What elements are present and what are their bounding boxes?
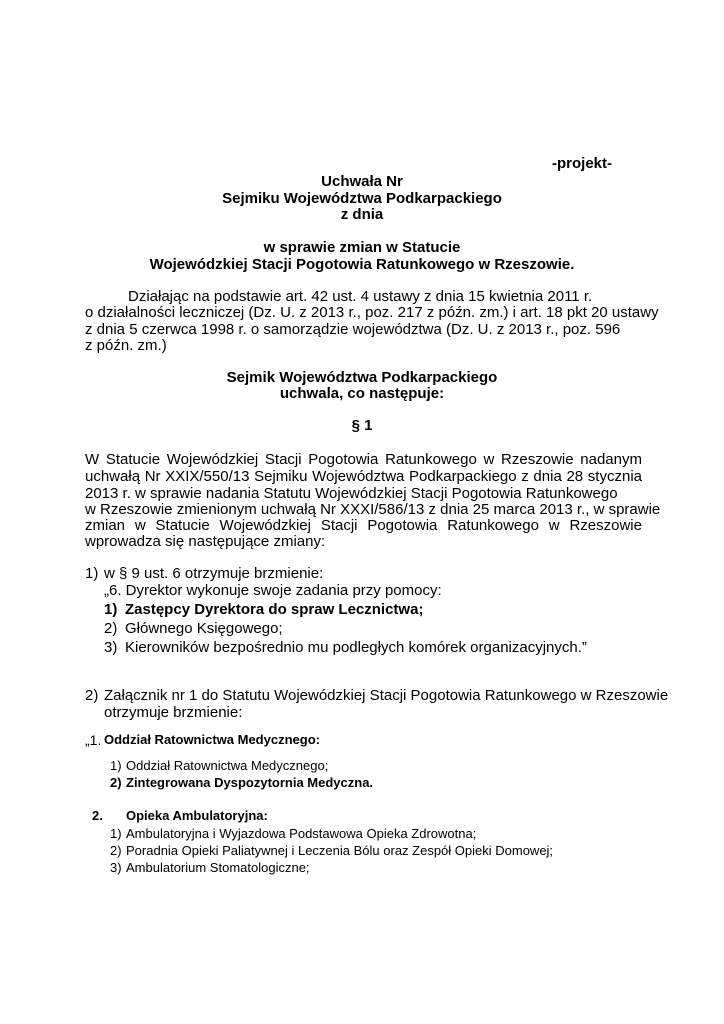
change-1-item-2-text: Głównego Księgowego; — [125, 620, 283, 637]
section-para-line-1: W Statucie Wojewódzkiej Stacji Pogotowia Ratunkowego w Rzeszowie nadanym — [85, 451, 642, 468]
change-1-item-2-number: 2) — [104, 620, 118, 637]
change-1-text: w § 9 ust. 6 otrzymuje brzmienie: — [104, 565, 324, 582]
title-line-3: z dnia — [340, 206, 384, 223]
attachment-section-1-title: Oddział Ratownictwa Medycznego: — [104, 732, 320, 747]
attachment-section-2-title: Opieka Ambulatoryjna: — [126, 808, 268, 823]
change-1-item-1-number: 1) — [104, 601, 118, 618]
attachment-section-1-prefix: „1. — [85, 732, 102, 748]
attachment-section-2-item-3-number: 3) — [110, 860, 122, 875]
attachment-section-2-item-1-text: Ambulatoryjna i Wyjazdowa Podstawowa Opieka Zdrowotna; — [126, 826, 477, 841]
preamble-line-2: o działalności leczniczej (Dz. U. z 2013 r., poz. 217 z późn. zm.) i art. 18 pkt 20 ustawy — [85, 304, 659, 321]
change-1-quote-intro: „6. Dyrektor wykonuje swoje zadania przy pomocy: — [104, 582, 442, 599]
attachment-section-1-item-1-text: Oddział Ratownictwa Medycznego; — [126, 758, 329, 773]
subject-line-1: w sprawie zmian w Statucie — [263, 239, 461, 256]
section-para-line-6: wprowadza się następujące zmiany: — [85, 533, 326, 550]
projekt-label: -projekt- — [552, 155, 612, 172]
attachment-section-1-item-2-number: 2) — [110, 775, 122, 790]
attachment-section-2-item-2-text: Poradnia Opieki Paliatywnej i Leczenia Bólu oraz Zespół Opieki Domowej; — [126, 843, 554, 858]
section-label: § 1 — [351, 417, 373, 434]
title-line-2: Sejmiku Województwa Podkarpackiego — [222, 190, 502, 207]
attachment-section-2-item-3-text: Ambulatorium Stomatologiczne; — [126, 860, 310, 875]
preamble-line-3: z dnia 5 czerwca 1998 r. o samorządzie województwa (Dz. U. z 2013 r., poz. 596 — [85, 321, 621, 338]
attachment-section-1-item-1-number: 1) — [110, 758, 122, 773]
resolution-line-1: Sejmik Województwa Podkarpackiego — [226, 369, 498, 386]
change-2-text-line-2: otrzymuje brzmienie: — [104, 704, 243, 721]
subject-line-2: Wojewódzkiej Stacji Pogotowia Ratunkowego w Rzeszowie. — [149, 256, 575, 273]
change-2-text-line-1: Załącznik nr 1 do Statutu Wojewódzkiej Stacji Pogotowia Ratunkowego w Rzeszowie — [104, 687, 669, 704]
change-1-item-3-text: Kierowników bezpośrednio mu podległych komórek organizacyjnych.” — [125, 639, 587, 656]
section-para-line-5: zmian w Statucie Wojewódzkiej Stacji Pogotowia Ratunkowego w Rzeszowie — [85, 517, 642, 534]
attachment-section-2-item-1-number: 1) — [110, 826, 122, 841]
attachment-section-2-item-2-number: 2) — [110, 843, 122, 858]
resolution-line-2: uchwala, co następuje: — [279, 385, 445, 402]
change-1-item-3-number: 3) — [104, 639, 118, 656]
section-para-line-3: 2013 r. w sprawie nadania Statutu Wojewódzkiej Stacji Pogotowia Ratunkowego — [85, 485, 618, 502]
section-para-line-2: uchwałą Nr XXIX/550/13 Sejmiku Województwa Podkarpackiego z dnia 28 stycznia — [85, 468, 642, 485]
attachment-section-1-item-2-text: Zintegrowana Dyspozytornia Medyczna. — [126, 775, 374, 790]
preamble-line-1: Działając na podstawie art. 42 ust. 4 ustawy z dnia 15 kwietnia 2011 r. — [128, 288, 593, 305]
change-1-item-1-text: Zastępcy Dyrektora do spraw Lecznictwa; — [125, 601, 424, 618]
attachment-section-2-number: 2. — [92, 808, 103, 823]
change-2-number: 2) — [85, 687, 99, 704]
section-para-line-4: w Rzeszowie zmienionym uchwałą Nr XXXI/586/13 z dnia 25 marca 2013 r., w sprawie — [85, 501, 661, 518]
preamble-line-4: z późn. zm.) — [85, 337, 167, 354]
change-1-number: 1) — [85, 565, 99, 582]
title-line-1: Uchwała Nr — [321, 173, 403, 190]
